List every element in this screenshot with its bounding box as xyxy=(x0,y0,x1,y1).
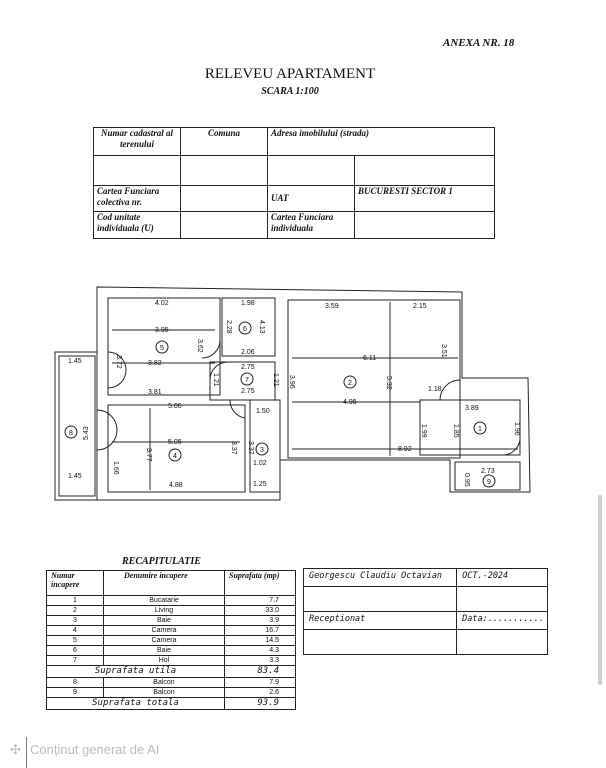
dimension-label: 5.06 xyxy=(168,403,182,410)
author: Georgescu Claudiu Octavian xyxy=(304,569,457,587)
cell: Baie xyxy=(104,646,225,656)
dimension-label: 2.75 xyxy=(241,364,255,371)
dimension-label: 5.05 xyxy=(168,439,182,446)
dimension-label: 1.21 xyxy=(272,373,279,387)
cell: 83.4 xyxy=(225,666,296,678)
dimension-label: 4.02 xyxy=(155,300,169,307)
dimension-label: 1.98 xyxy=(241,300,255,307)
dimension-label: 2.28 xyxy=(225,320,232,334)
dimension-label: 1.66 xyxy=(112,461,119,475)
cell: Bucatarie xyxy=(104,596,225,606)
room-number: 8 xyxy=(69,430,73,437)
cell: Suprafata totala xyxy=(47,698,225,710)
dimension-label: 3.72 xyxy=(115,355,122,369)
cell: 2 xyxy=(47,606,104,616)
dimension-label: 4.88 xyxy=(169,482,183,489)
cell: 8 xyxy=(47,678,104,688)
dimension-label: 1.21 xyxy=(212,373,219,387)
signature-table xyxy=(303,568,548,655)
cell: 16.7 xyxy=(225,626,296,636)
dimension-label: 5.32 xyxy=(385,376,392,390)
cell: 1 xyxy=(47,596,104,606)
cell: 7.9 xyxy=(225,678,296,688)
scale: SCARA 1:100 xyxy=(261,86,319,97)
cell: Adresa imobilului (strada) xyxy=(268,128,495,156)
cell: Living xyxy=(104,606,225,616)
subtotal-row xyxy=(47,666,296,678)
cell: 3.3 xyxy=(225,656,296,666)
annex-number: ANEXA NR. 18 xyxy=(443,37,515,49)
table-row xyxy=(47,656,296,666)
dimension-label: 1.45 xyxy=(68,473,82,480)
cell: UAT xyxy=(268,186,355,212)
cell: Cod unitate individuala (U) xyxy=(94,212,181,239)
table-row xyxy=(47,626,296,636)
dimension-label: 1.25 xyxy=(253,481,267,488)
dimension-label: 2.73 xyxy=(481,468,495,475)
cell: 4.3 xyxy=(225,646,296,656)
dimension-label: 4.95 xyxy=(343,399,357,406)
dimension-label: 3.81 xyxy=(148,389,162,396)
room-number: 9 xyxy=(487,479,491,486)
cell: 33.0 xyxy=(225,606,296,616)
room-6-marker xyxy=(239,322,251,334)
dimension-label: 4.13 xyxy=(258,320,265,334)
cell: BUCURESTI SECTOR 1 xyxy=(355,186,495,212)
cell: Cartea Funciara colectiva nr. xyxy=(94,186,181,212)
cell: 9 xyxy=(47,688,104,698)
cell: 3 xyxy=(47,616,104,626)
dimension-label: 1.45 xyxy=(68,358,82,365)
dimension-label: 3.96 xyxy=(288,375,295,389)
cell: Comuna xyxy=(181,128,268,156)
page-title: RELEVEU APARTAMENT xyxy=(204,66,376,82)
room-number: 3 xyxy=(260,447,264,454)
dimension-label: 1.50 xyxy=(256,408,270,415)
dimension-label: 2.75 xyxy=(241,388,255,395)
dimension-label: 1.18 xyxy=(428,386,442,393)
cell: Suprafata utila xyxy=(47,666,225,678)
cell: Balcon xyxy=(104,688,225,698)
cell: 3.9 xyxy=(225,616,296,626)
dimension-label: 1.85 xyxy=(452,424,459,438)
sparkle-icon: ✣ xyxy=(10,742,21,757)
dimension-label: 3.82 xyxy=(148,360,162,367)
cell: 2.6 xyxy=(225,688,296,698)
table-row xyxy=(47,678,296,688)
col-header: Numar incapere xyxy=(47,571,104,596)
room-5-marker xyxy=(156,341,168,353)
received-label: Receptionat xyxy=(304,612,457,630)
room-number: 6 xyxy=(243,326,247,333)
table-row xyxy=(47,596,296,606)
divider xyxy=(26,737,27,768)
date: OCT.-2024 xyxy=(457,569,548,587)
room-number: 4 xyxy=(173,453,177,460)
cell: 4 xyxy=(47,626,104,636)
ai-generated-notice: Conținut generat de AI xyxy=(30,742,160,757)
dimension-label: 2.06 xyxy=(241,349,255,356)
dimension-label: 0.95 xyxy=(463,473,470,487)
room-1-marker xyxy=(474,422,486,434)
cell: Cartea Funciara individuala xyxy=(268,212,355,239)
room-2-marker xyxy=(344,376,356,388)
dimension-label: 3.62 xyxy=(196,339,203,353)
dimension-label: 3.59 xyxy=(325,303,339,310)
col-header: Suprafata (mp) xyxy=(225,571,296,596)
room-8-marker xyxy=(65,426,77,438)
room-9-marker xyxy=(483,475,495,487)
cell: Hol xyxy=(104,656,225,666)
cell: 93.9 xyxy=(225,698,296,710)
recap-table xyxy=(46,570,296,710)
cell: 14.5 xyxy=(225,636,296,646)
cell: 7.7 xyxy=(225,596,296,606)
col-header: Denumire incapere xyxy=(104,571,225,596)
room-7-marker xyxy=(241,373,253,385)
total-row xyxy=(47,698,296,710)
dimension-label: 3.77 xyxy=(145,448,152,462)
cell: Baie xyxy=(104,616,225,626)
dimension-label: 3.89 xyxy=(465,405,479,412)
table-row xyxy=(47,606,296,616)
dimension-label: 3.37 xyxy=(247,441,254,455)
date-label: Data:........... xyxy=(457,612,548,630)
recap-title: RECAPITULATIE xyxy=(122,556,201,567)
dimension-label: 5.43 xyxy=(83,426,90,440)
room-number: 2 xyxy=(348,380,352,387)
cell: Camera xyxy=(104,636,225,646)
table-row xyxy=(47,646,296,656)
dimension-label: 2.15 xyxy=(413,303,427,310)
room-4-marker xyxy=(169,449,181,461)
cell: 5 xyxy=(47,636,104,646)
cell: 6 xyxy=(47,646,104,656)
dimension-label: 8.92 xyxy=(398,446,412,453)
cell: 7 xyxy=(47,656,104,666)
scrollbar[interactable] xyxy=(598,495,602,685)
dimension-label: 3.37 xyxy=(230,441,237,455)
dimension-label: 6.11 xyxy=(363,355,377,362)
cell: Balcon xyxy=(104,678,225,688)
table-row xyxy=(47,688,296,698)
room-number: 5 xyxy=(160,345,164,352)
dimension-label: 1.96 xyxy=(513,422,520,436)
table-row xyxy=(47,616,296,626)
table-row xyxy=(47,636,296,646)
dimension-label: 1.99 xyxy=(420,424,427,438)
dimension-label: 1.02 xyxy=(253,460,267,467)
dimension-label: 3.95 xyxy=(155,327,169,334)
room-number: 7 xyxy=(245,377,249,384)
room-3-marker xyxy=(256,443,268,455)
room-number: 1 xyxy=(478,426,482,433)
cell: Numar cadastral al terenului xyxy=(94,128,181,156)
cell: Camera xyxy=(104,626,225,636)
dimension-label: 3.51 xyxy=(440,344,447,358)
